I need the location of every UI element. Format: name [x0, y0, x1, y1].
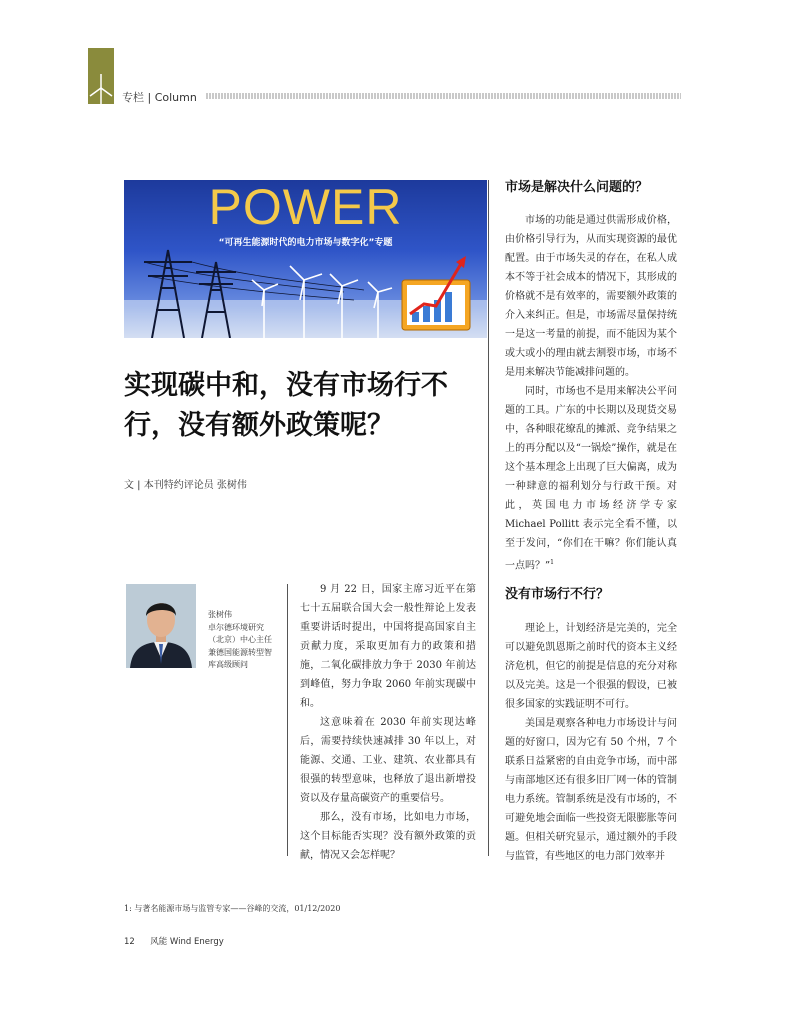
- paragraph: 这意味着在 2030 年前实现达峰后，需要持续快速减排 30 年以上，对能源、交通、工业、建筑、农业都具有很强的转型意味，也释放了退出新增投资以及存量高碳资产的重要信号。: [300, 717, 476, 804]
- section-heading: 市场是解决什么问题的？: [505, 180, 649, 195]
- footnote: 1: 与著名能源市场与监管专家——谷峰的交流，01/12/2020: [124, 904, 341, 913]
- section-heading: 没有市场行不行？: [505, 587, 610, 602]
- paragraph: 那么，没有市场，比如电力市场，这个目标能否实现？没有额外政策的贡献，情况又会怎样呢？: [300, 812, 476, 861]
- author-info: [208, 609, 276, 672]
- turbine-logo-icon: [88, 48, 114, 104]
- page-footer: [124, 935, 224, 947]
- right-column-text: [505, 211, 677, 575]
- column-divider: [287, 584, 288, 856]
- power-banner: [124, 180, 487, 338]
- footnote-ref: 1: [550, 559, 554, 566]
- left-column-text: [300, 580, 476, 865]
- byline: 文 | 本刊特约评论员 张树伟: [124, 480, 247, 491]
- banner-title: POWER: [208, 180, 403, 235]
- author-name: 张树伟: [208, 610, 232, 619]
- paragraph: [505, 382, 677, 575]
- paragraph: 美国是观察各种电力市场设计与问题的好窗口，因为它有 50 个州，7 个联系日益紧密的自由竞争市场，而中部与南部地区还有很多旧厂网一体的管制电力系统。管制系统是没有市场的，不可避免地会面临一些投资无限膨胀等问题。但相关研究显示，通过额外的手段与监管，有些地区的电力部门效率并: [505, 718, 677, 862]
- paragraph: 9 月 22 日，国家主席习近平在第七十五届联合国大会一般性辩论上发表重要讲话时提出，中国将提高国家自主贡献力度，采取更加有力的政策和措施，二氧化碳排放力争于 2030 年前达到峰值，努力争取 2060 年前实现碳中和。: [300, 584, 476, 709]
- paragraph: 市场的功能是通过供需形成价格，由价格引导行为，从而实现资源的最优配置。由于市场失灵的存在，在私人成本不等于社会成本的情况下，其形成的价格就不是有效率的，需要额外政策的介入来纠正。但是，市场需尽量保持统一是这一考量的前提，而不能因为某个或大或小的理由就去割裂市场，市场不是用来解决节能减排问题的。: [505, 215, 677, 378]
- growth-chart-icon: [402, 256, 470, 330]
- author-portrait-icon: [126, 584, 196, 668]
- article-title: 实现碳中和，没有市场行不行，没有额外政策呢？: [124, 370, 448, 441]
- publication-name: 风能 Wind Energy: [150, 937, 224, 947]
- author-bio: 卓尔德环境研究（北京）中心主任兼德国能源转型智库高级顾问: [208, 622, 272, 670]
- page-number: 12: [124, 937, 135, 947]
- right-column-text: [505, 619, 677, 866]
- paragraph-text: 同时，市场也不是用来解决公平问题的工具。广东的中长期以及现货交易中，各种眼花缭乱的摊派、竞争结果之上的再分配以及“一锅烩”操作，就是在这个基本理念上出现了巨大偏离，成为一种肆意的福利划分与行政干预。对此，英国电力市场经济学专家 Michael Pollitt 表示完全看不懂，以至于发问，“你们在干嘛？你们能认真一点吗？”: [505, 386, 677, 572]
- magazine-logo-block: [88, 48, 114, 104]
- author-photo: [126, 584, 196, 668]
- section-label: 专栏 | Column: [122, 91, 197, 104]
- paragraph: 理论上，计划经济是完美的，完全可以避免凯恩斯之前时代的资本主义经济危机，但它的前提是信息的充分对称以及完美。这是一个很强的假设，已被很多国家的实践证明不可行。: [505, 623, 677, 710]
- header-rule: [206, 93, 681, 99]
- column-divider: [488, 180, 489, 856]
- banner-subtitle: “可再生能源时代的电力市场与数字化”专题: [218, 238, 393, 248]
